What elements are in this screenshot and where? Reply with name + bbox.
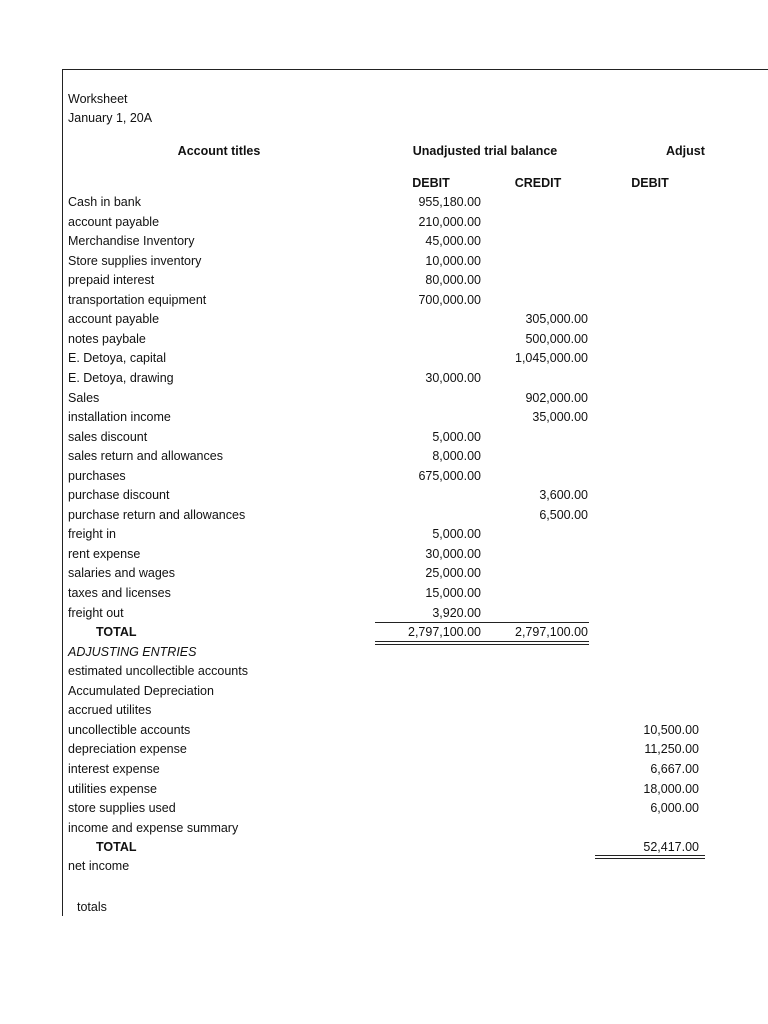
row-debit: 3,920.00: [432, 605, 481, 620]
row-account-title: sales return and allowances: [68, 449, 223, 464]
row-account-title: freight out: [68, 605, 124, 620]
row-account-title: E. Detoya, drawing: [68, 370, 174, 385]
row-account-title: depreciation expense: [68, 742, 187, 757]
row-account-title: accrued utilites: [68, 703, 152, 718]
row-account-title: notes paybale: [68, 331, 146, 346]
row-account-title: purchase discount: [68, 488, 170, 503]
total-double-rule-credit-0: [482, 641, 589, 642]
row-debit: 700,000.00: [418, 292, 481, 307]
row-account-title: prepaid interest: [68, 273, 155, 288]
col-header-credit: CREDIT: [514, 176, 562, 190]
row-debit: 210,000.00: [418, 214, 481, 229]
row-debit: 30,000.00: [425, 370, 481, 385]
col-header-adjustments: Adjust: [666, 144, 705, 158]
row-adj-debit: 18,000.00: [643, 781, 699, 796]
row-credit: 2,797,100.00: [515, 625, 588, 640]
row-adj-debit: 11,250.00: [644, 742, 699, 757]
row-account-title: Store supplies inventory: [68, 253, 202, 268]
net-income-label: net income: [68, 859, 130, 873]
row-account-title: account payable: [68, 214, 160, 229]
row-account-title: income and expense summary: [68, 820, 239, 835]
row-debit: 675,000.00: [418, 468, 481, 483]
row-account-title: transportation equipment: [68, 292, 207, 307]
row-account-title: salaries and wages: [68, 566, 176, 581]
row-adj-debit: 10,500.00: [643, 722, 699, 737]
adj-total-double-rule-0: [595, 855, 705, 856]
row-account-title: TOTAL: [96, 625, 137, 640]
col-header-adj-debit: DEBIT: [631, 176, 669, 190]
col-header-unadjusted-trial-balance: Unadjusted trial balance: [412, 144, 558, 158]
row-account-title: Sales: [68, 390, 100, 405]
row-account-title: purchases: [68, 468, 126, 483]
row-credit: 902,000.00: [525, 390, 588, 405]
row-account-title: utilities expense: [68, 781, 157, 796]
row-debit: 10,000.00: [425, 253, 481, 268]
row-account-title: taxes and licenses: [68, 586, 171, 600]
row-account-title: Cash in bank: [68, 195, 141, 209]
row-credit: 305,000.00: [525, 312, 588, 327]
col-header-account-titles: Account titles: [177, 144, 261, 158]
adj-total-double-rule-1: [595, 858, 705, 859]
row-account-title: Merchandise Inventory: [68, 234, 195, 249]
row-debit: 80,000.00: [425, 273, 481, 288]
row-credit: 35,000.00: [532, 410, 588, 425]
total-top-rule-credit: [482, 622, 589, 623]
row-debit: 5,000.00: [432, 429, 481, 444]
row-account-title: E. Detoya, capital: [68, 351, 166, 366]
row-account-title: installation income: [68, 410, 171, 425]
row-account-title: purchase return and allowances: [68, 507, 246, 522]
row-debit: 2,797,100.00: [408, 625, 481, 640]
row-account-title: interest expense: [68, 761, 160, 776]
row-credit: 500,000.00: [525, 331, 588, 346]
row-account-title: freight in: [68, 527, 116, 542]
row-debit: 5,000.00: [432, 527, 481, 542]
row-account-title: TOTAL: [96, 840, 137, 855]
row-debit: 25,000.00: [425, 566, 481, 581]
row-credit: 3,600.00: [539, 488, 588, 503]
row-account-title: sales discount: [68, 429, 148, 444]
row-credit: 1,045,000.00: [515, 351, 588, 366]
total-top-rule-debit: [375, 622, 482, 623]
sheet-title: Worksheet: [68, 92, 128, 106]
row-adj-debit: 6,667.00: [650, 761, 699, 776]
row-debit: 8,000.00: [432, 449, 481, 464]
totals-label: totals: [77, 900, 107, 914]
total-double-rule-debit-1: [375, 644, 482, 645]
row-account-title: rent expense: [68, 546, 141, 561]
total-double-rule-credit-1: [482, 644, 589, 645]
row-debit: 15,000.00: [425, 586, 481, 600]
total-double-rule-debit-0: [375, 641, 482, 642]
row-debit: 45,000.00: [425, 234, 481, 249]
row-credit: 6,500.00: [539, 507, 588, 522]
row-debit: 955,180.00: [418, 195, 481, 209]
row-account-title: store supplies used: [68, 801, 176, 816]
row-debit: 30,000.00: [425, 546, 481, 561]
row-account-title: uncollectible accounts: [68, 722, 191, 737]
row-account-title: estimated uncollectible accounts: [68, 664, 248, 679]
row-account-title: Accumulated Depreciation: [68, 683, 214, 698]
row-adj-debit: 6,000.00: [650, 801, 699, 816]
row-account-title: account payable: [68, 312, 160, 327]
sheet-date: January 1, 20A: [68, 111, 153, 125]
worksheet-sheet: [62, 69, 768, 916]
col-header-debit: DEBIT: [412, 176, 450, 190]
row-adj-debit: 52,417.00: [643, 840, 699, 855]
row-account-title: ADJUSTING ENTRIES: [68, 644, 197, 659]
